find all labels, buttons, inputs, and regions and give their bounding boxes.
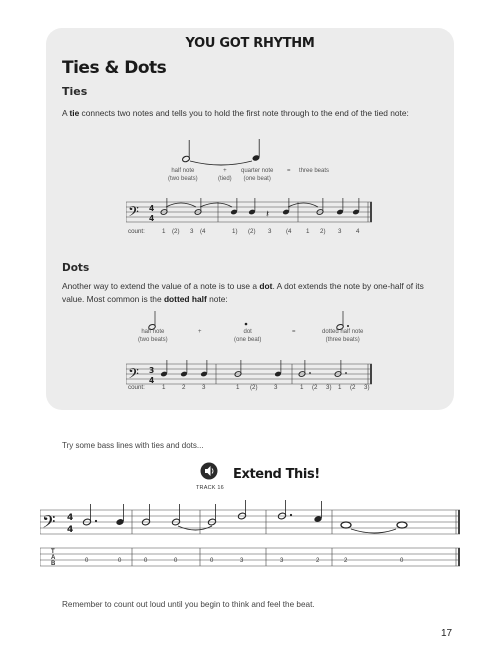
ties-paragraph <box>62 107 440 120</box>
audio-track-icon[interactable] <box>200 461 218 481</box>
tab-number: 2 <box>344 558 348 564</box>
count-label: 3 <box>268 228 272 235</box>
exercise-title: Extend This! <box>233 467 320 482</box>
count-label: 3) <box>326 384 332 391</box>
practice-intro: Try some bass lines with ties and dots... <box>62 441 204 450</box>
page-number: 17 <box>441 628 453 639</box>
quarter-note-icon <box>200 360 208 377</box>
dots-text-mid: . A dot extends the note by one-half of its value. Most common is the <box>62 281 424 304</box>
tab-letter: B <box>51 561 56 567</box>
dots-text-bold: dot <box>259 281 273 291</box>
count-label: 1 <box>236 384 240 391</box>
section-title: Ties & Dots <box>62 58 167 78</box>
bass-clef-icon: 𝄢 <box>128 366 139 386</box>
quarter-note-icon <box>248 198 256 215</box>
legend-equals: = <box>292 329 296 335</box>
count-label: 2) <box>320 228 326 235</box>
quarter-note-icon <box>160 360 168 377</box>
count-label: 2 <box>182 384 186 391</box>
dotted-half-note-icon <box>298 360 311 377</box>
quarter-rest-icon: 𝄽 <box>266 209 270 220</box>
svg-text:4: 4 <box>67 525 74 535</box>
tab-letter: T <box>51 549 55 555</box>
quarter-note-icon <box>180 360 188 377</box>
half-note-icon <box>207 504 216 526</box>
dot-icon <box>245 323 248 326</box>
count-label: (2 <box>350 384 356 391</box>
tab-number: 2 <box>316 558 320 564</box>
tie-example-figure <box>176 136 276 166</box>
time-signature: 4 <box>67 513 74 523</box>
tab-number: 0 <box>118 558 122 564</box>
svg-text:4: 4 <box>149 214 155 223</box>
dots-text-pre: Another way to extend the value of a note is to use a <box>62 281 260 291</box>
tab-number: 0 <box>210 558 214 564</box>
count-label: 1 <box>300 384 304 391</box>
dotted-half-note-icon <box>334 360 347 377</box>
quarter-note-icon <box>352 198 360 215</box>
count-label: (2) <box>172 228 180 235</box>
count-label: (2) <box>248 228 256 235</box>
tie-arc-icon <box>190 161 252 165</box>
ties-text-post: connects two notes and tells you to hold the first note through to the end of the tied note: <box>79 108 409 118</box>
tab-staff <box>40 548 460 566</box>
tab-letter: A <box>51 555 56 561</box>
half-note-icon <box>234 360 242 377</box>
page-header: YOU GOT RHYTHM <box>185 36 315 51</box>
count-label: 3 <box>190 228 194 235</box>
lesson-panel <box>46 28 454 410</box>
count-label: 1 <box>338 384 342 391</box>
bass-clef-icon: 𝄢 <box>42 512 56 536</box>
extend-this-notation <box>40 500 464 580</box>
half-note-icon <box>182 140 191 163</box>
dotted-half-note-icon <box>82 504 97 526</box>
ties-text-bold: tie <box>69 108 80 118</box>
count-label: 3 <box>274 384 278 391</box>
tab-numbers <box>85 558 404 564</box>
dots-text-bold2: dotted half <box>163 293 207 304</box>
time-signature: 3 <box>149 366 155 375</box>
count-label: 3 <box>202 384 206 391</box>
legend-equals: = <box>287 168 291 174</box>
quarter-note-icon <box>115 504 124 526</box>
dots-paragraph <box>62 280 440 305</box>
dots-text-post: note: <box>206 293 228 304</box>
quarter-note-icon <box>274 360 282 377</box>
ties-text-pre: A <box>62 108 70 118</box>
tab-number: 0 <box>85 558 89 564</box>
count-label: 1 <box>162 228 166 235</box>
legend-plus: + <box>198 329 202 335</box>
quarter-note-icon <box>336 198 344 215</box>
ties-staff <box>126 198 376 230</box>
legend-dot: dot (one beat) <box>234 329 262 343</box>
count-label: (4 <box>200 228 206 235</box>
legend-quarter-note: quarter note (one beat) <box>241 168 274 182</box>
count-label: 1 <box>306 228 310 235</box>
count-label: count: <box>128 384 145 391</box>
quarter-note-icon <box>313 501 322 523</box>
half-note-icon <box>141 504 150 526</box>
tab-number: 0 <box>144 558 148 564</box>
legend-dotted-half: dotted half note (three beats) <box>322 329 364 343</box>
count-label: (4 <box>286 228 292 235</box>
count-label: 3 <box>338 228 342 235</box>
tab-number: 3 <box>240 558 244 564</box>
count-label: (2) <box>250 384 258 391</box>
practice-reminder: Remember to count out loud until you begin to think and feel the beat. <box>62 600 315 609</box>
bass-clef-icon: 𝄢 <box>128 204 139 224</box>
tab-number: 3 <box>280 558 284 564</box>
tab-number: 0 <box>400 558 404 564</box>
legend-half-note: half note (two beats) <box>168 168 198 182</box>
dots-heading: Dots <box>62 262 90 274</box>
count-label: count: <box>128 228 145 235</box>
tab-number: 0 <box>174 558 178 564</box>
legend-three-beats: three beats <box>299 168 330 174</box>
whole-note-icon <box>397 522 407 528</box>
legend-half-note: half note (two beats) <box>138 329 168 343</box>
ties-heading: Ties <box>62 85 88 98</box>
legend-plus-tied: + (tied) <box>218 168 232 182</box>
count-label: 3) <box>364 384 370 391</box>
whole-note-icon <box>341 522 351 528</box>
count-label: 1) <box>232 228 238 235</box>
track-label: TRACK 16 <box>196 485 224 491</box>
count-label: 1 <box>162 384 166 391</box>
count-label: (2 <box>312 384 318 391</box>
time-signature: 4 <box>149 204 155 213</box>
tie-arc-icon <box>166 203 196 207</box>
svg-text:4: 4 <box>149 376 155 385</box>
count-label: 4 <box>356 228 360 235</box>
tab-letters <box>51 549 56 567</box>
half-note-icon <box>171 504 180 526</box>
quarter-note-icon <box>252 139 261 162</box>
